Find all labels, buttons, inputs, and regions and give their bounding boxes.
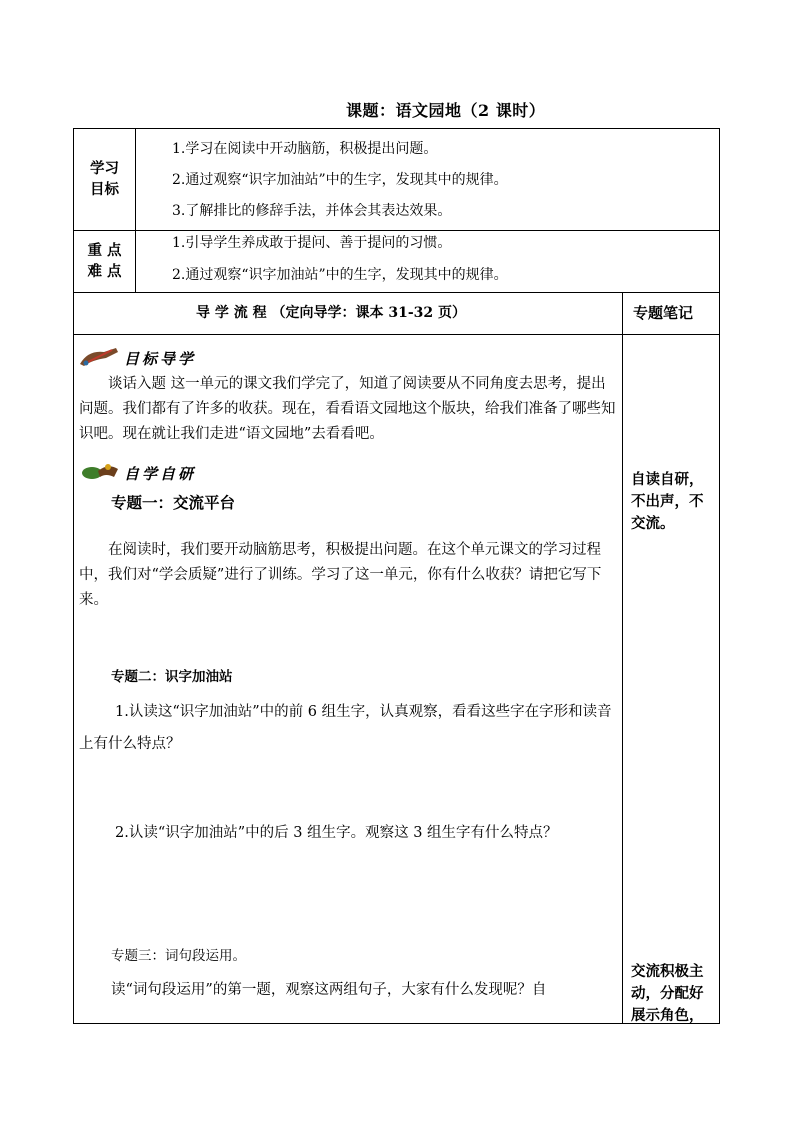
topic1-title: 专题一：交流平台 [111, 493, 236, 512]
topic3-text: 读“词句段运用”的第一题，观察这两组句子，大家有什么发现呢？自 [111, 982, 547, 998]
flow-header: 导 学 流 程 （定向导学：课本 31-32 页） [196, 305, 467, 321]
study-icon [78, 461, 122, 487]
key-points-label: 重 点 难 点 [87, 242, 122, 280]
section2-label: 自学自研 [124, 465, 197, 483]
section1-text: 谈话入题 这一单元的课文我们学完了，知道了阅读要从不同角度去思考，提出问题。我们都有了许多的收获。现在，看看语文园地这个版块，给我们准备了哪些知识吧。现在就让我们走进“语文园地”去看看吧。 [79, 376, 616, 442]
section1-label: 目标导学 [124, 350, 197, 368]
side-note-1: 自读自研，不出声，不交流。 [631, 471, 704, 532]
objective-item: 1.学习在阅读中开动脑筋，积极提出问题。 [172, 141, 438, 157]
page-title: 课题：语文园地（2 课时） [346, 101, 546, 120]
objectives-label: 学习 目标 [90, 160, 119, 198]
topic2-question-2: 2.认读“识字加油站”中的后 3 组生字。观察这 3 组生字有什么特点？ [115, 825, 558, 841]
pen-brush-icon [78, 346, 122, 372]
key-point-item: 2.通过观察“识字加油站”中的生字，发现其中的规律。 [172, 267, 508, 283]
objective-item: 2.通过观察“识字加油站”中的生字，发现其中的规律。 [172, 172, 508, 188]
topic3-title: 专题三：词句段运用。 [111, 948, 246, 964]
objective-item: 3.了解排比的修辞手法，并体会其表达效果。 [172, 203, 452, 219]
topic1-text: 在阅读时，我们要开动脑筋思考，积极提出问题。在这个单元课文的学习过程中，我们对“学会质疑”进行了训练。学习了这一单元，你有什么收获？请把它写下来。 [79, 542, 602, 608]
topic2-question-1: 1.认读这“识字加油站”中的前 6 组生字，认真观察，看看这些字在字形和读音上有什么特点？ [79, 704, 612, 752]
notes-header: 专题笔记 [633, 304, 694, 322]
key-point-item: 1.引导学生养成敢于提问、善于提问的习惯。 [172, 235, 452, 251]
side-note-2: 交流积极主动，分配好展示角色， [631, 963, 704, 1024]
topic2-title: 专题二：识字加油站 [111, 669, 233, 685]
